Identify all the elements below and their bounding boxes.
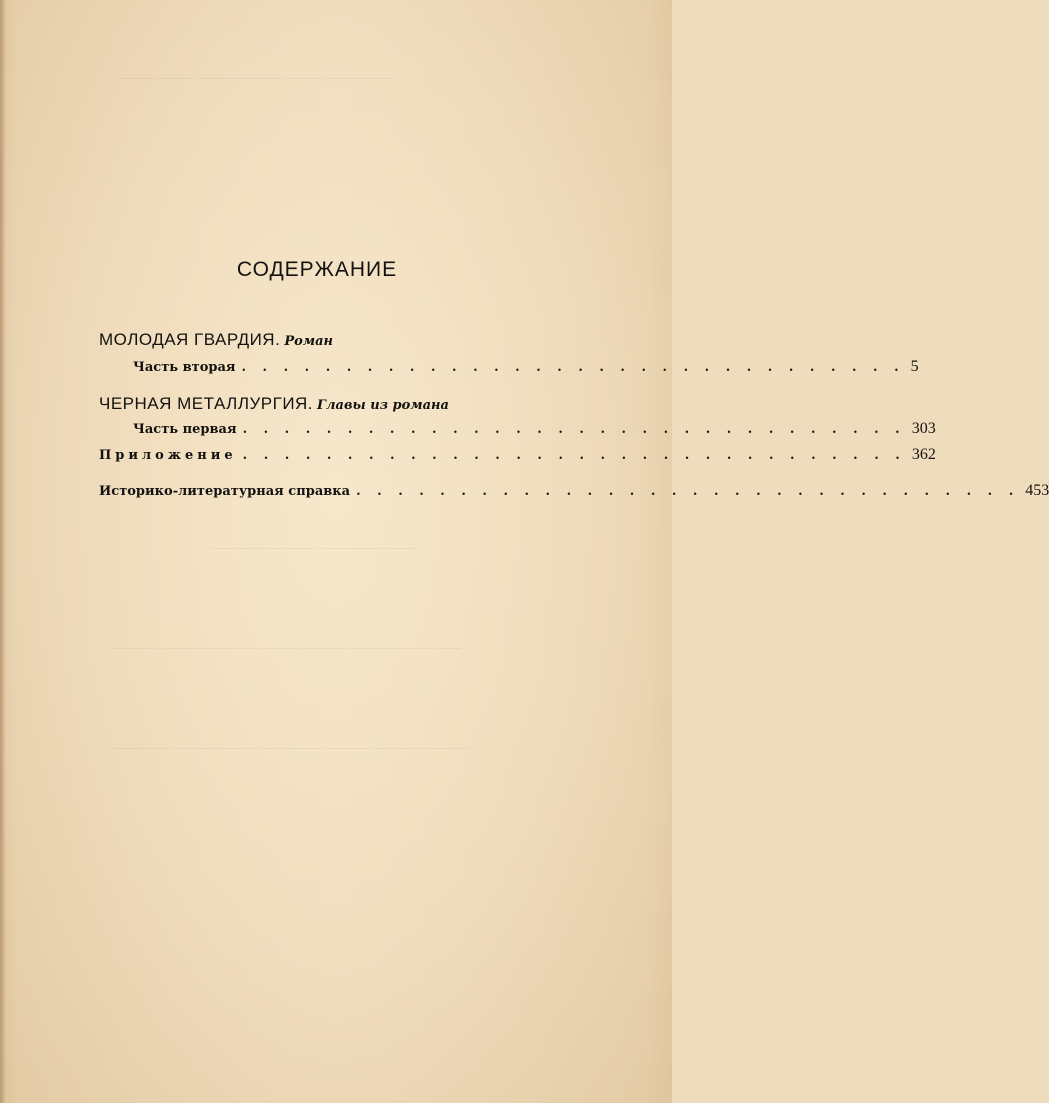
novel1-heading — [99, 330, 333, 350]
novel1-genre: Роман — [284, 334, 334, 349]
toc-entry — [133, 358, 919, 376]
toc-heading: СОДЕРЖАНИЕ — [236, 258, 398, 281]
leader-dots: . . . . . . . . . . . . . . . . . . . . . . . . . . . . . . . . — [356, 484, 1020, 499]
toc-entry-label: Часть вторая — [133, 360, 236, 375]
novel2-heading — [99, 394, 449, 414]
toc-entry-label: Приложение — [99, 448, 237, 463]
leader-dots: . . . . . . . . . . . . . . . . . . . . . . . . . . . . . . . . — [242, 422, 906, 437]
toc-entry — [99, 446, 936, 464]
leader-dots: . . . . . . . . . . . . . . . . . . . . . . . . . . . . . . . . — [242, 448, 906, 463]
bleed-through-text: ——— ——— ——————— ——— —————— — [120, 70, 396, 84]
toc-entry-page: 303 — [911, 420, 936, 437]
bleed-through-text: ————— ——————— ————— ———— ———————— — [110, 740, 470, 754]
bleed-through-text: ————————— ———————— — [210, 540, 417, 554]
novel1-title: МОЛОДАЯ ГВАРДИЯ. — [99, 330, 281, 349]
toc-entry-label: Историко-литературная справка — [99, 484, 351, 499]
novel2-title: ЧЕРНАЯ МЕТАЛЛУРГИЯ. — [99, 394, 314, 413]
bleed-through-text: ———— ———————— ——— ———— ——————— —— — [110, 640, 461, 654]
toc-entry-label: Часть первая — [133, 422, 237, 437]
leader-dots: . . . . . . . . . . . . . . . . . . . . . . . . . . . . . . . . — [241, 360, 905, 375]
toc-entry-page: 5 — [910, 358, 919, 375]
toc-entry — [99, 482, 1049, 500]
page-edge — [0, 0, 6, 1103]
toc-entry — [133, 420, 936, 438]
toc-entry-page: 453 — [1025, 482, 1049, 499]
novel2-genre: Главы из романа — [317, 398, 449, 413]
toc-entry-page: 362 — [911, 446, 936, 463]
